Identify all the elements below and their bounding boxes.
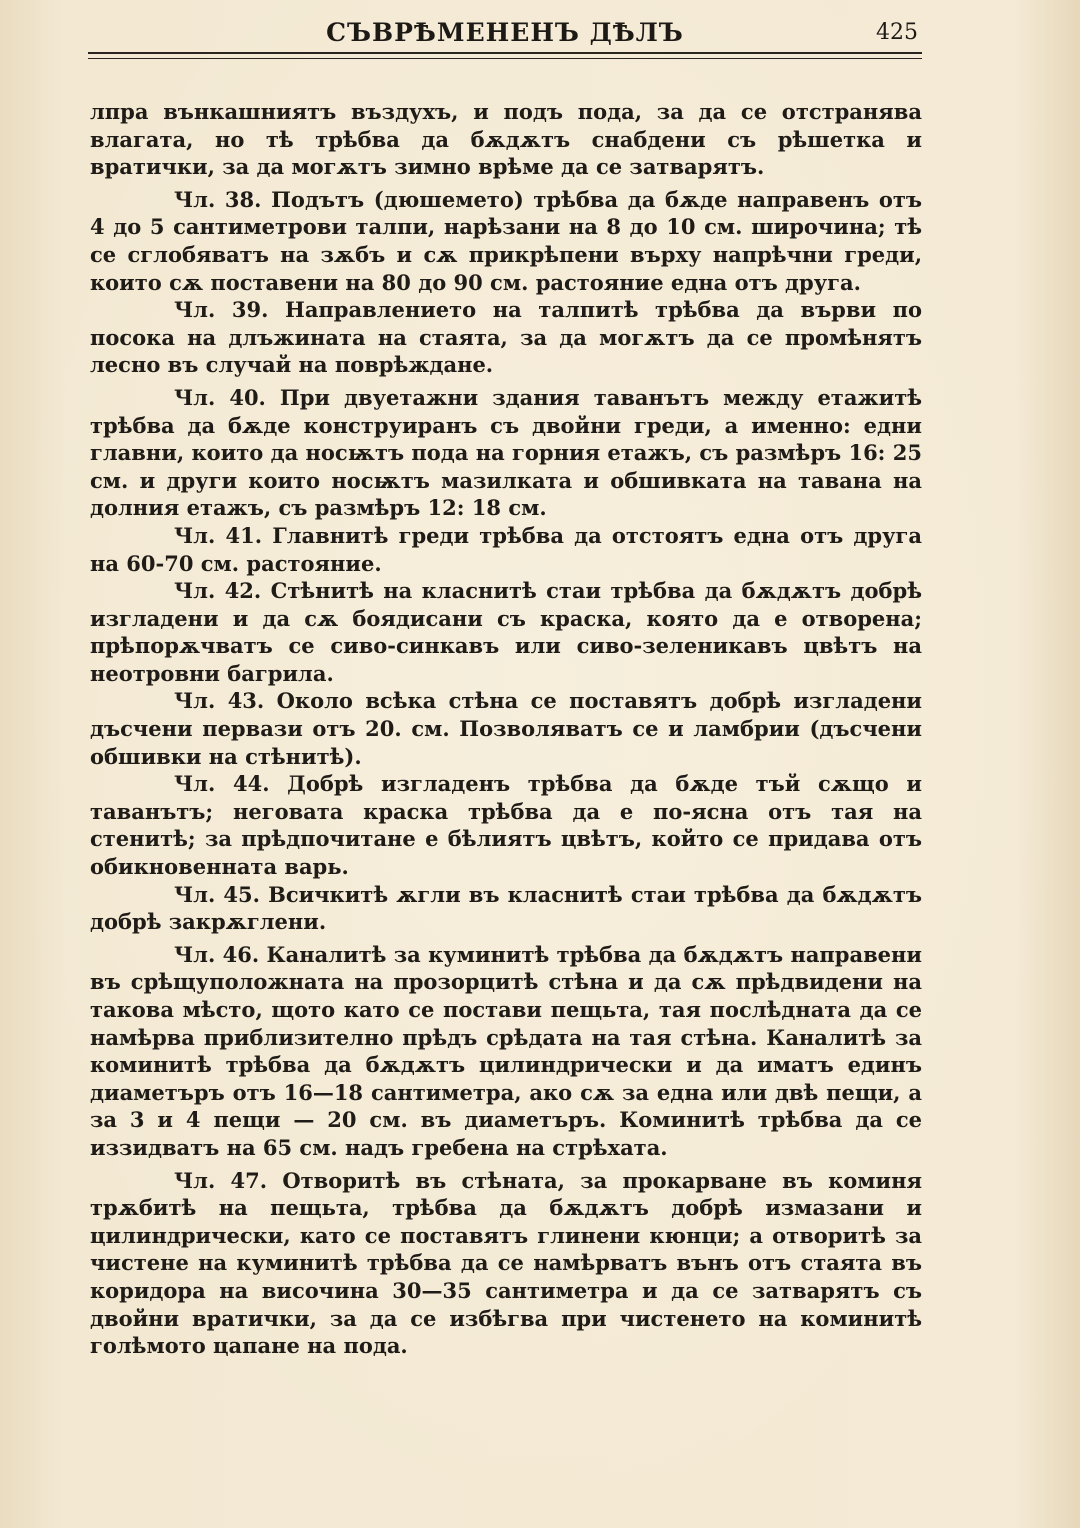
paragraph-article-45: Чл. 45. Всичкитѣ ѫгли въ класнитѣ стаи трѣбва да бѫдѫтъ добрѣ закрѫглени. <box>90 881 922 935</box>
paragraph-article-47: Чл. 47. Отворитѣ въ стѣната, за прокарване въ коминя трѫбитѣ на пещьта, трѣбва да бѫдѫтъ добрѣ измазани и цилиндрически, като се поставятъ глинени кюнци; а отворитѣ за чистене на куминитѣ трѣбва да се намѣрватъ вънъ отъ стаята въ коридора на височина 30—35 сантиметра и да се затварятъ съ двойни вратички, за да се избѣгва при чистенето на коминитѣ голѣмото цапане на пода. <box>90 1167 922 1359</box>
paragraph-continued: лпра вънкашниятъ въздухъ, и подъ пода, за да се отстранява влагата, но тѣ трѣбва да бѫдѫтъ снабдени съ рѣшетка и вратички, за да могѫтъ зимно врѣме да се затварятъ. <box>90 99 922 180</box>
paragraph-article-42: Чл. 42. Стѣнитѣ на класнитѣ стаи трѣбва да бѫдѫтъ добрѣ изгладени и да сѫ боядисани съ краска, която да е отворена; прѣпорѫчватъ се сиво-синкавъ или сиво-зеленикавъ цвѣтъ на неотровни багрила. <box>90 578 922 686</box>
paragraph-article-44: Чл. 44. Добрѣ изгладенъ трѣбва да бѫде тъй сѫщо и таванътъ; неговата краска трѣбва да е по-ясна отъ тая на стенитѣ; за прѣдпочитане е бѣлиятъ цвѣтъ, който се придава отъ обикновенната варь. <box>90 771 922 880</box>
paragraph-article-39: Чл. 39. Направлението на талпитѣ трѣбва да върви по посока на длъжината на стаята, за да могѫтъ да се промѣнятъ лесно въ случай на поврѣждане. <box>90 297 922 378</box>
running-header <box>88 14 922 56</box>
paragraph-article-43: Чл. 43. Около всѣка стѣна се поставятъ добрѣ изгладени дъсчени первази отъ 20. см. Позволяватъ се и ламбрии (дъсчени обшивки на стѣнитѣ). <box>90 688 922 769</box>
header-rule-thick <box>88 52 922 54</box>
running-title: СЪВРѢМЕНЕНЪ ДѢЛЪ <box>326 18 684 47</box>
paragraph-article-38: Чл. 38. Подътъ (дюшемето) трѣбва да бѫде направенъ отъ 4 до 5 сантиметрови талпи, нарѣзани на 8 до 10 см. широчина; тѣ се сглобяватъ на зѫбъ и сѫ прикрѣпени върху напрѣчни греди, които сѫ поставени на 80 до 90 см. растояние една отъ друга. <box>90 186 922 295</box>
paragraph-article-46: Чл. 46. Каналитѣ за куминитѣ трѣбва да бѫдѫтъ направени въ срѣщуположната на прозорцитѣ стѣна и да сѫ прѣдвидени на такова мѣсто, щото като се постави пещьта, тая послѣдната да се намѣрва приблизително прѣдъ срѣдата на тая стѣна. Каналитѣ за коминитѣ трѣбва да бѫдѫтъ цилиндрически и да иматъ единъ диаметъръ отъ 16—18 сантиметра, ако сѫ за една или двѣ пещи, а за 3 и 4 пещи — 20 см. въ диаметъръ. Коминитѣ трѣбва да се иззидватъ на 65 см. надъ гребена на стрѣхата. <box>90 941 922 1160</box>
body-text <box>90 98 922 1360</box>
paragraph-article-41: Чл. 41. Главнитѣ греди трѣбва да отстоятъ една отъ друга на 60-70 см. растояние. <box>90 522 922 576</box>
header-rule-thin <box>88 58 922 59</box>
page-number: 425 <box>876 20 918 45</box>
paragraph-article-40: Чл. 40. При двуетажни здания таванътъ между етажитѣ трѣбва да бѫде конструиранъ съ двойни греди, а именно: едни главни, които да носѭтъ пода на горния етажъ, съ размѣръ 16: 25 см. и други които носѭтъ мазилката и обшивката на тавана на долния етажъ, съ размѣръ 12: 18 см. <box>90 384 922 521</box>
